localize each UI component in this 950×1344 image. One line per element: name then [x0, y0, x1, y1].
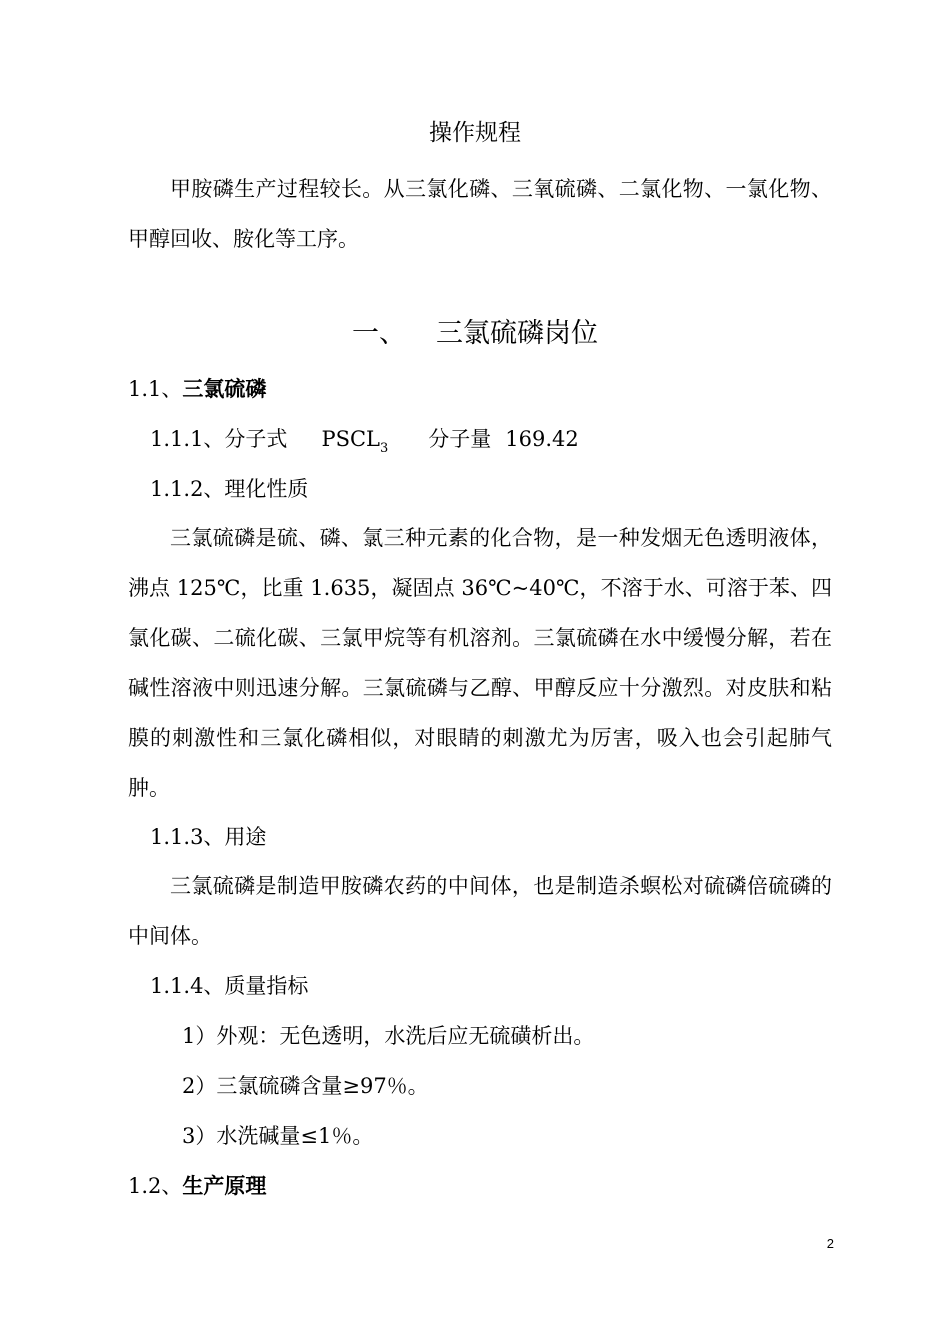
intro-paragraph: 甲胺磷生产过程较长。从三氯化磷、三氧硫磷、二氯化物、一氯化物、甲醇回收、胺化等工序。 [128, 177, 832, 251]
section-number: 1.2、 [128, 1174, 183, 1198]
item-heading-1-1-3: 1.1.3、用途 [150, 825, 267, 849]
molecular-formula-line [150, 424, 579, 454]
usage-paragraph: 三氯硫磷是制造甲胺磷农药的中间体，也是制造杀螟松对硫磷倍硫磷的中间体。 [128, 874, 832, 948]
quality-item: 3）水洗碱量≤1％。 [182, 1124, 374, 1148]
section-heading-1-1 [128, 374, 266, 404]
section-heading-1-2 [128, 1171, 266, 1201]
chapter-title: 三氯硫磷岗位 [436, 318, 598, 349]
section-title: 生产原理 [182, 1173, 267, 1198]
section-number: 1.1、 [128, 377, 183, 401]
formula-main: PSCL [321, 427, 380, 451]
item-label: 1.1.1、分子式 [150, 427, 288, 451]
chapter-heading [0, 316, 950, 352]
molecular-weight-label: 分子量 [428, 427, 492, 451]
item-heading-1-1-2: 1.1.2、理化性质 [150, 477, 309, 501]
formula [321, 427, 389, 456]
molecular-weight-value: 169.42 [505, 427, 579, 451]
section-title: 三氯硫磷 [182, 376, 267, 401]
page-number: 2 [826, 1236, 834, 1251]
document-title: 操作规程 [429, 120, 521, 146]
quality-item: 2）三氯硫磷含量≥97％。 [182, 1074, 429, 1098]
formula-subscript: 3 [379, 441, 389, 456]
chapter-number: 一、 [352, 318, 406, 349]
properties-paragraph: 三氯硫磷是硫、磷、氯三种元素的化合物，是一种发烟无色透明液体，沸点 125℃，比重 1.635，凝固点 36℃~40℃，不溶于水、可溶于苯、四氯化碳、二硫化碳、三氯甲烷等有机溶剂。三氯硫磷在水中缓慢分解，若在碱性溶液中则迅速分解。三氯硫磷与乙醇、甲醇反应十分激烈。对皮肤和粘膜的刺激性和三氯化磷相似，对眼睛的刺激尤为厉害，吸入也会引起肺气肿。 [128, 526, 832, 800]
quality-item: 1）外观：无色透明，水洗后应无硫磺析出。 [182, 1024, 595, 1048]
item-heading-1-1-4: 1.1.4、质量指标 [150, 974, 309, 998]
